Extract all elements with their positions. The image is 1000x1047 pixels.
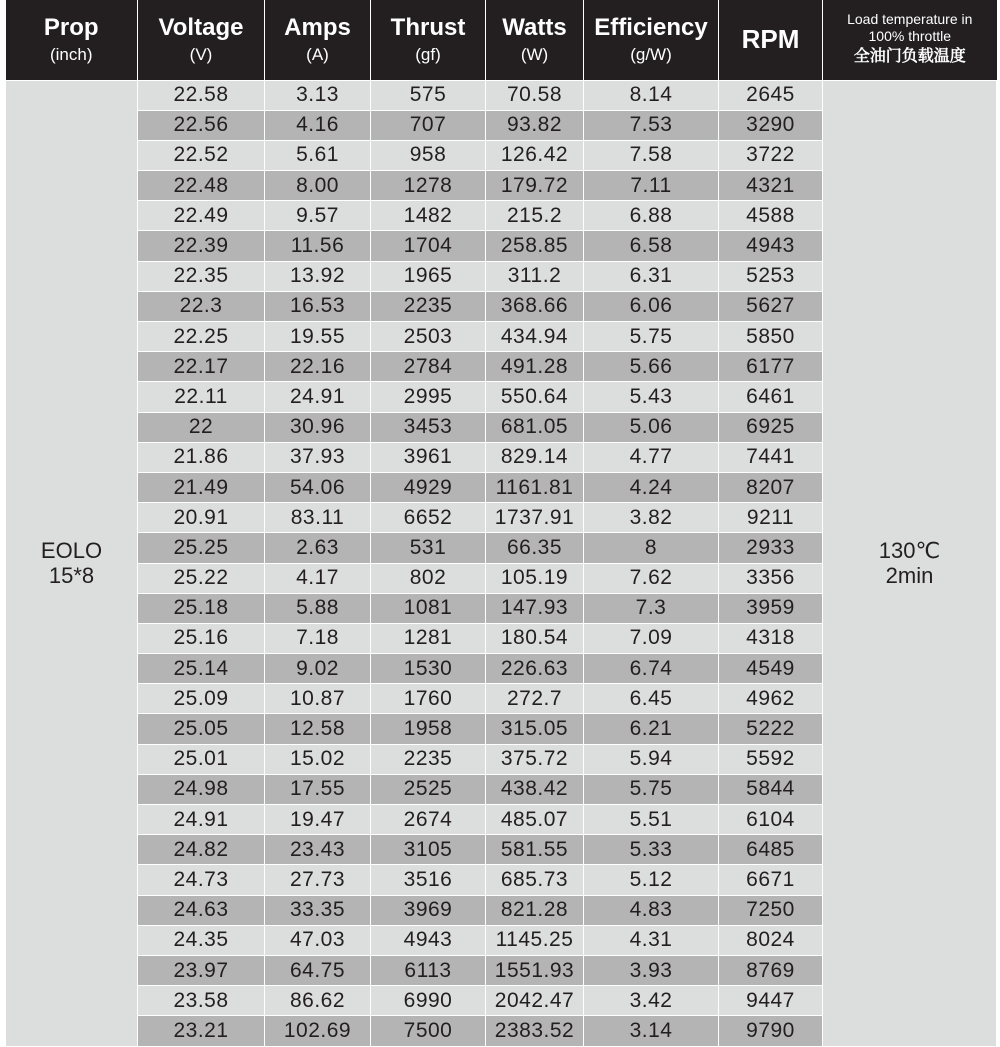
cell-efficiency: 5.66 (584, 352, 719, 382)
cell-amps: 4.17 (265, 563, 371, 593)
cell-efficiency: 3.42 (584, 986, 719, 1016)
cell-amps: 19.55 (265, 322, 371, 352)
cell-watts: 1161.81 (486, 472, 584, 502)
cell-thrust: 2784 (371, 352, 486, 382)
cell-efficiency: 4.83 (584, 895, 719, 925)
cell-rpm: 4962 (719, 684, 823, 714)
cell-amps: 9.02 (265, 654, 371, 684)
cell-voltage: 21.49 (138, 472, 265, 502)
table-row (6, 80, 997, 110)
cell-voltage: 24.35 (138, 925, 265, 955)
cell-watts: 70.58 (486, 80, 584, 110)
cell-watts: 375.72 (486, 744, 584, 774)
cell-voltage: 22.11 (138, 382, 265, 412)
temperature-cell (823, 80, 997, 1046)
cell-rpm: 9211 (719, 503, 823, 533)
cell-thrust: 707 (371, 110, 486, 140)
cell-amps: 86.62 (265, 986, 371, 1016)
cell-efficiency: 7.11 (584, 171, 719, 201)
cell-voltage: 24.73 (138, 865, 265, 895)
cell-amps: 13.92 (265, 261, 371, 291)
cell-voltage: 25.01 (138, 744, 265, 774)
header-efficiency-name: Efficiency (594, 14, 708, 42)
cell-thrust: 4943 (371, 925, 486, 955)
cell-watts: 226.63 (486, 654, 584, 684)
header-efficiency-unit: (g/W) (630, 44, 672, 64)
prop-cell (6, 80, 138, 1046)
cell-thrust: 3961 (371, 442, 486, 472)
cell-efficiency: 5.06 (584, 412, 719, 442)
cell-watts: 681.05 (486, 412, 584, 442)
prop-line: EOLO (40, 538, 103, 563)
cell-rpm: 7250 (719, 895, 823, 925)
cell-rpm: 9790 (719, 1016, 823, 1046)
cell-thrust: 7500 (371, 1016, 486, 1046)
cell-voltage: 22.25 (138, 322, 265, 352)
cell-voltage: 25.16 (138, 623, 265, 653)
cell-watts: 93.82 (486, 110, 584, 140)
cell-amps: 2.63 (265, 533, 371, 563)
cell-watts: 126.42 (486, 140, 584, 170)
cell-rpm: 4943 (719, 231, 823, 261)
cell-watts: 105.19 (486, 563, 584, 593)
cell-thrust: 2995 (371, 382, 486, 412)
cell-efficiency: 4.77 (584, 442, 719, 472)
cell-efficiency: 3.14 (584, 1016, 719, 1046)
cell-amps: 64.75 (265, 955, 371, 985)
cell-efficiency: 5.12 (584, 865, 719, 895)
cell-watts: 258.85 (486, 231, 584, 261)
cell-thrust: 2525 (371, 774, 486, 804)
cell-efficiency: 4.31 (584, 925, 719, 955)
cell-rpm: 4588 (719, 201, 823, 231)
cell-watts: 685.73 (486, 865, 584, 895)
cell-efficiency: 4.24 (584, 472, 719, 502)
cell-rpm: 5222 (719, 714, 823, 744)
cell-watts: 438.42 (486, 774, 584, 804)
cell-watts: 491.28 (486, 352, 584, 382)
cell-thrust: 3969 (371, 895, 486, 925)
cell-efficiency: 7.53 (584, 110, 719, 140)
cell-thrust: 2674 (371, 805, 486, 835)
header-thrust-unit: (gf) (415, 44, 441, 64)
cell-rpm: 4318 (719, 623, 823, 653)
cell-watts: 550.64 (486, 382, 584, 412)
cell-amps: 8.00 (265, 171, 371, 201)
cell-rpm: 4321 (719, 171, 823, 201)
cell-rpm: 8024 (719, 925, 823, 955)
header-temp-line-3: 全油门负载温度 (853, 48, 966, 66)
cell-rpm: 6461 (719, 382, 823, 412)
cell-voltage: 25.14 (138, 654, 265, 684)
cell-amps: 10.87 (265, 684, 371, 714)
header-temp-line-2: 100% throttle (868, 28, 951, 45)
cell-watts: 829.14 (486, 442, 584, 472)
cell-thrust: 6113 (371, 955, 486, 985)
cell-amps: 23.43 (265, 835, 371, 865)
cell-voltage: 25.05 (138, 714, 265, 744)
cell-watts: 485.07 (486, 805, 584, 835)
cell-watts: 272.7 (486, 684, 584, 714)
cell-thrust: 2503 (371, 322, 486, 352)
cell-voltage: 22.39 (138, 231, 265, 261)
cell-rpm: 5850 (719, 322, 823, 352)
cell-watts: 147.93 (486, 593, 584, 623)
cell-rpm: 3356 (719, 563, 823, 593)
cell-thrust: 1278 (371, 171, 486, 201)
motor-test-table (5, 0, 997, 1047)
cell-thrust: 575 (371, 80, 486, 110)
cell-efficiency: 6.31 (584, 261, 719, 291)
header-amps-unit: (A) (306, 44, 329, 64)
cell-thrust: 6990 (371, 986, 486, 1016)
cell-voltage: 24.98 (138, 774, 265, 804)
cell-voltage: 22.3 (138, 291, 265, 321)
cell-efficiency: 6.21 (584, 714, 719, 744)
cell-watts: 368.66 (486, 291, 584, 321)
cell-thrust: 1530 (371, 654, 486, 684)
cell-amps: 22.16 (265, 352, 371, 382)
cell-efficiency: 5.75 (584, 774, 719, 804)
cell-amps: 15.02 (265, 744, 371, 774)
header-thrust-name: Thrust (390, 14, 466, 42)
cell-efficiency: 5.33 (584, 835, 719, 865)
cell-efficiency: 7.3 (584, 593, 719, 623)
cell-rpm: 6177 (719, 352, 823, 382)
cell-thrust: 6652 (371, 503, 486, 533)
cell-amps: 9.57 (265, 201, 371, 231)
cell-watts: 2383.52 (486, 1016, 584, 1046)
cell-thrust: 1482 (371, 201, 486, 231)
cell-voltage: 20.91 (138, 503, 265, 533)
cell-voltage: 23.58 (138, 986, 265, 1016)
cell-efficiency: 7.62 (584, 563, 719, 593)
cell-thrust: 958 (371, 140, 486, 170)
cell-thrust: 3516 (371, 865, 486, 895)
cell-thrust: 4929 (371, 472, 486, 502)
table-body (6, 80, 997, 1046)
cell-amps: 5.88 (265, 593, 371, 623)
cell-watts: 1145.25 (486, 925, 584, 955)
cell-efficiency: 5.43 (584, 382, 719, 412)
cell-thrust: 1760 (371, 684, 486, 714)
header-rpm-name: RPM (741, 24, 800, 55)
cell-efficiency: 8.14 (584, 80, 719, 110)
cell-voltage: 24.82 (138, 835, 265, 865)
cell-voltage: 23.97 (138, 955, 265, 985)
cell-rpm: 3722 (719, 140, 823, 170)
cell-watts: 66.35 (486, 533, 584, 563)
cell-rpm: 3959 (719, 593, 823, 623)
cell-rpm: 8769 (719, 955, 823, 985)
cell-efficiency: 5.51 (584, 805, 719, 835)
header-row (6, 0, 997, 80)
header-amps-name: Amps (284, 14, 351, 42)
cell-efficiency: 6.58 (584, 231, 719, 261)
header-thrust (371, 0, 486, 80)
cell-efficiency: 6.45 (584, 684, 719, 714)
cell-voltage: 22.52 (138, 140, 265, 170)
header-voltage-name: Voltage (158, 14, 244, 42)
cell-amps: 47.03 (265, 925, 371, 955)
cell-efficiency: 3.93 (584, 955, 719, 985)
cell-rpm: 6104 (719, 805, 823, 835)
cell-amps: 33.35 (265, 895, 371, 925)
cell-rpm: 9447 (719, 986, 823, 1016)
cell-thrust: 531 (371, 533, 486, 563)
cell-voltage: 25.09 (138, 684, 265, 714)
cell-rpm: 2645 (719, 80, 823, 110)
cell-efficiency: 6.88 (584, 201, 719, 231)
cell-watts: 821.28 (486, 895, 584, 925)
cell-voltage: 22.48 (138, 171, 265, 201)
cell-efficiency: 6.06 (584, 291, 719, 321)
header-rpm (719, 0, 823, 80)
cell-watts: 2042.47 (486, 986, 584, 1016)
cell-voltage: 24.63 (138, 895, 265, 925)
cell-thrust: 1704 (371, 231, 486, 261)
cell-voltage: 22.17 (138, 352, 265, 382)
header-prop (6, 0, 138, 80)
cell-voltage: 22.35 (138, 261, 265, 291)
cell-amps: 54.06 (265, 472, 371, 502)
cell-rpm: 5253 (719, 261, 823, 291)
cell-thrust: 2235 (371, 744, 486, 774)
cell-amps: 27.73 (265, 865, 371, 895)
cell-watts: 434.94 (486, 322, 584, 352)
cell-voltage: 21.86 (138, 442, 265, 472)
cell-thrust: 1965 (371, 261, 486, 291)
cell-rpm: 6671 (719, 865, 823, 895)
cell-watts: 1551.93 (486, 955, 584, 985)
cell-amps: 11.56 (265, 231, 371, 261)
cell-watts: 215.2 (486, 201, 584, 231)
cell-efficiency: 5.75 (584, 322, 719, 352)
cell-watts: 581.55 (486, 835, 584, 865)
header-prop-name: Prop (43, 14, 99, 42)
cell-thrust: 1958 (371, 714, 486, 744)
cell-voltage: 24.91 (138, 805, 265, 835)
cell-rpm: 2933 (719, 533, 823, 563)
cell-watts: 315.05 (486, 714, 584, 744)
header-watts-unit: (W) (520, 44, 549, 64)
cell-watts: 179.72 (486, 171, 584, 201)
cell-efficiency: 7.58 (584, 140, 719, 170)
cell-amps: 24.91 (265, 382, 371, 412)
header-voltage-unit: (V) (189, 44, 213, 64)
cell-rpm: 4549 (719, 654, 823, 684)
cell-watts: 180.54 (486, 623, 584, 653)
cell-amps: 30.96 (265, 412, 371, 442)
cell-amps: 16.53 (265, 291, 371, 321)
header-voltage (138, 0, 265, 80)
cell-rpm: 6485 (719, 835, 823, 865)
cell-rpm: 5627 (719, 291, 823, 321)
cell-rpm: 5592 (719, 744, 823, 774)
cell-amps: 7.18 (265, 623, 371, 653)
cell-rpm: 7441 (719, 442, 823, 472)
cell-amps: 12.58 (265, 714, 371, 744)
cell-amps: 17.55 (265, 774, 371, 804)
cell-thrust: 3453 (371, 412, 486, 442)
cell-amps: 83.11 (265, 503, 371, 533)
cell-efficiency: 8 (584, 533, 719, 563)
prop-line: 15*8 (48, 563, 95, 588)
cell-thrust: 2235 (371, 291, 486, 321)
cell-thrust: 3105 (371, 835, 486, 865)
header-temp-line-1: Load temperature in (847, 11, 973, 28)
cell-rpm: 8207 (719, 472, 823, 502)
cell-efficiency: 6.74 (584, 654, 719, 684)
cell-voltage: 22.56 (138, 110, 265, 140)
cell-thrust: 1081 (371, 593, 486, 623)
cell-voltage: 23.21 (138, 1016, 265, 1046)
header-amps (265, 0, 371, 80)
cell-amps: 19.47 (265, 805, 371, 835)
header-watts-name: Watts (502, 14, 567, 42)
cell-efficiency: 3.82 (584, 503, 719, 533)
cell-amps: 4.16 (265, 110, 371, 140)
cell-voltage: 22 (138, 412, 265, 442)
cell-amps: 102.69 (265, 1016, 371, 1046)
cell-voltage: 22.49 (138, 201, 265, 231)
cell-voltage: 25.25 (138, 533, 265, 563)
header-efficiency (584, 0, 719, 80)
cell-rpm: 6925 (719, 412, 823, 442)
cell-thrust: 1281 (371, 623, 486, 653)
cell-efficiency: 7.09 (584, 623, 719, 653)
cell-rpm: 3290 (719, 110, 823, 140)
cell-voltage: 25.18 (138, 593, 265, 623)
temperature-line: 130℃ (878, 538, 941, 563)
cell-watts: 311.2 (486, 261, 584, 291)
cell-rpm: 5844 (719, 774, 823, 804)
cell-voltage: 25.22 (138, 563, 265, 593)
cell-watts: 1737.91 (486, 503, 584, 533)
cell-thrust: 802 (371, 563, 486, 593)
cell-amps: 3.13 (265, 80, 371, 110)
cell-amps: 5.61 (265, 140, 371, 170)
cell-efficiency: 5.94 (584, 744, 719, 774)
header-watts (486, 0, 584, 80)
header-prop-unit: (inch) (49, 44, 93, 64)
temperature-line: 2min (885, 563, 934, 588)
cell-voltage: 22.58 (138, 80, 265, 110)
cell-amps: 37.93 (265, 442, 371, 472)
header-load-temperature (823, 0, 997, 80)
